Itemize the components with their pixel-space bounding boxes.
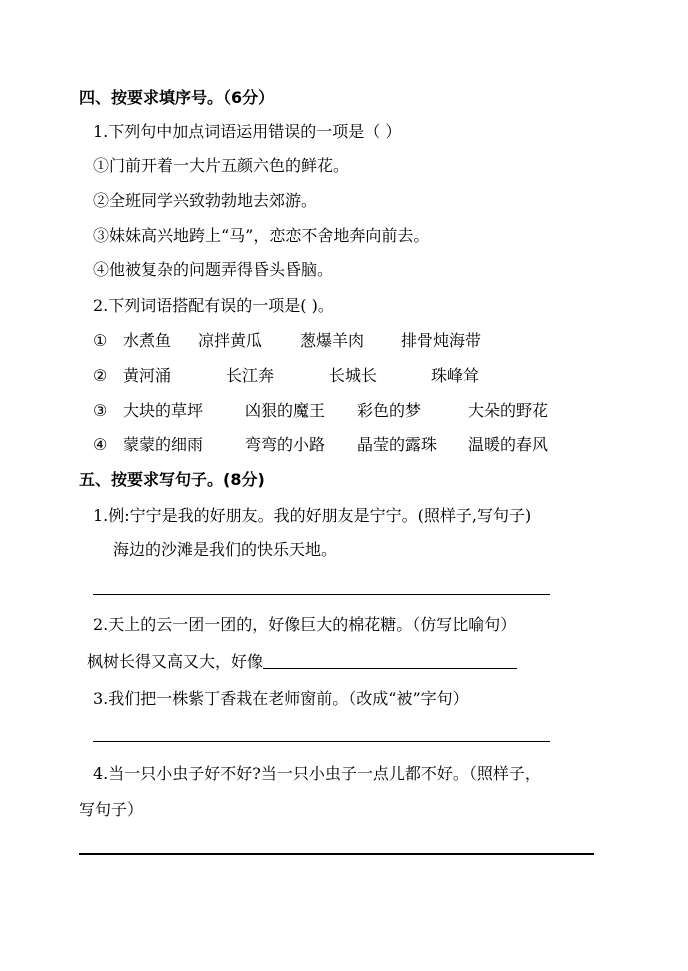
- word-item: 凶狠的魔王: [245, 401, 326, 420]
- question-4-2-row-2: [93, 366, 511, 386]
- word-item: 弯弯的小路: [245, 435, 326, 454]
- answer-line-5-3[interactable]: [93, 741, 550, 742]
- question-4-2-row-4: [93, 435, 568, 455]
- question-4-1-option-4: ④他被复杂的问题弄得昏头昏脑。: [93, 260, 334, 279]
- word-item: 黄河涌: [123, 366, 172, 385]
- row-number: ③: [93, 401, 108, 420]
- question-5-2-stem: 2.天上的云一团一团的，好像巨大的棉花糖。（仿写比喻句）: [93, 615, 517, 634]
- question-4-2-stem: 2.下列词语搭配有误的一项是( )。: [93, 296, 334, 315]
- word-item: 长城长: [329, 366, 378, 385]
- question-5-4-stem-line-1: 4.当一只小虫子好不好?当一只小虫子一点儿都不好。（照样子，: [93, 764, 541, 783]
- word-item: 排骨炖海带: [401, 331, 482, 350]
- question-5-2-prompt: 枫树长得又高又大，好像: [87, 652, 264, 671]
- question-5-1-prompt: 海边的沙滩是我们的快乐天地。: [113, 540, 338, 559]
- question-4-1-stem: 1.下列句中加点词语运用错误的一项是（ ）: [93, 122, 402, 141]
- section-4-title: 四、按要求填序号。（6分）: [79, 88, 275, 107]
- word-item: 长江奔: [226, 366, 275, 385]
- word-item: 珠峰耸: [431, 366, 480, 385]
- word-item: 彩色的梦: [357, 401, 422, 420]
- word-item: 大朵的野花: [468, 401, 549, 420]
- question-5-4-stem-line-2: 写句子）: [79, 800, 144, 819]
- section-5-title: 五、按要求写句子。(8分): [79, 470, 265, 489]
- word-item: 温暖的春风: [468, 435, 549, 454]
- question-5-3-stem: 3.我们把一株紫丁香栽在老师窗前。（改成“被”字句）: [93, 689, 469, 708]
- word-item: 葱爆羊肉: [300, 331, 365, 350]
- word-item: 蒙蒙的细雨: [123, 435, 204, 454]
- row-number: ①: [93, 331, 108, 350]
- answer-line-5-4[interactable]: [79, 853, 594, 855]
- answer-line-5-2[interactable]: [263, 652, 517, 669]
- question-5-1-stem: 1.例:宁宁是我的好朋友。我的好朋友是宁宁。(照样子,写句子): [93, 506, 532, 525]
- question-4-2-row-1: [93, 331, 511, 351]
- word-item: 水煮鱼: [123, 331, 172, 350]
- question-4-1-option-3: ③妹妹高兴地跨上“马”，恋恋不舍地奔向前去。: [93, 226, 430, 245]
- word-item: 凉拌黄瓜: [198, 331, 263, 350]
- word-item: 大块的草坪: [123, 401, 204, 420]
- question-4-1-option-2: ②全班同学兴致勃勃地去郊游。: [93, 191, 318, 210]
- row-number: ②: [93, 366, 108, 385]
- answer-line-5-1[interactable]: [93, 594, 550, 595]
- question-4-2-row-3: [93, 401, 568, 421]
- word-item: 晶莹的露珠: [357, 435, 438, 454]
- question-4-1-option-1: ①门前开着一大片五颜六色的鲜花。: [93, 156, 350, 175]
- question-5-2-prompt-row: [87, 652, 517, 672]
- row-number: ④: [93, 435, 108, 454]
